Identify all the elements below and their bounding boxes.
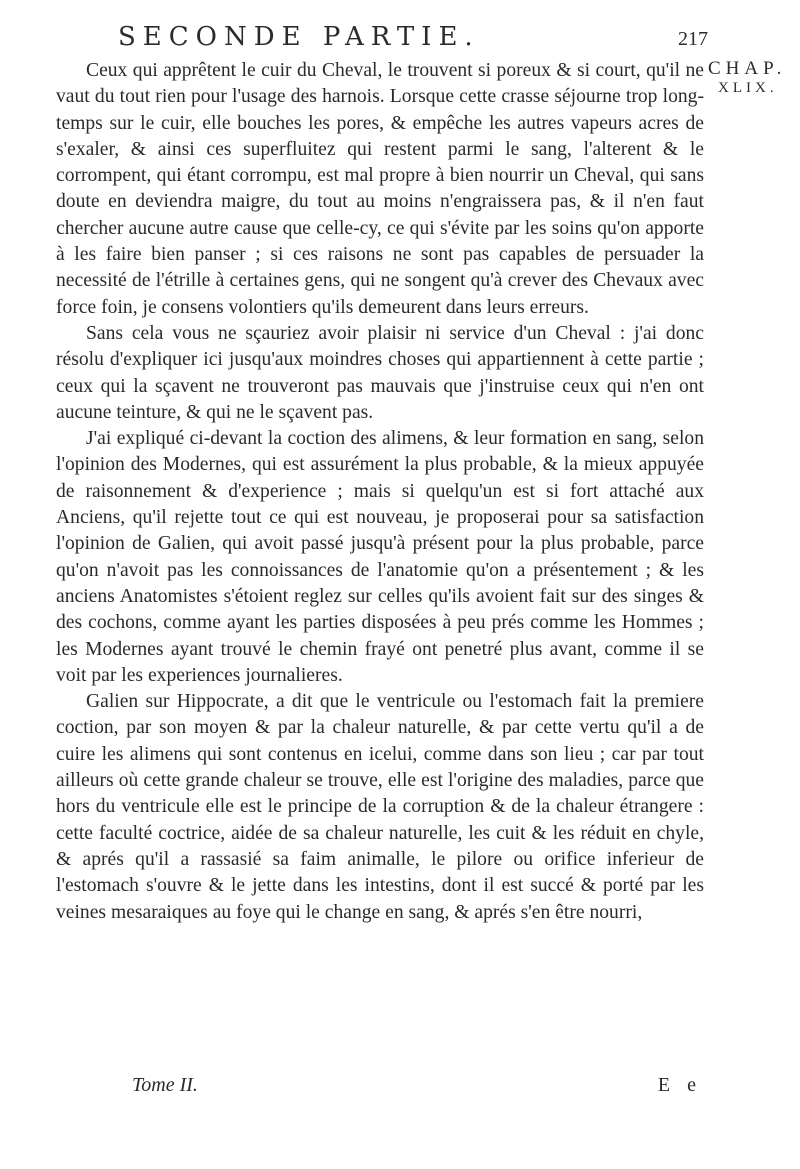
paragraph-2: Sans cela vous ne sçauriez avoir plaisir ni service d'un Cheval : j'ai donc résolu d'expliquer ici jusqu'aux moindres choses qui appartiennent à cette partie ; ceux qui la sçavent ne trouveront pas mauvais que j'instruise ceux qui n'en ont aucune teinture, & qui ne le sçavent pas. xyxy=(56,322,704,423)
chapter-margin-note xyxy=(708,58,794,97)
page-footer xyxy=(132,1074,704,1102)
body-text xyxy=(56,58,704,926)
running-title: SECONDE PARTIE. xyxy=(118,22,480,52)
tome-label: Tome II. xyxy=(132,1074,198,1096)
chapter-label: CHAP. xyxy=(708,58,787,79)
paragraph-4: Galien sur Hippocrate, a dit que le ventricule ou l'estomach fait la premiere coction, par son moyen & par la chaleur naturelle, & par cette vertu qu'il a de cuire les alimens qui sont contenus en icelui, comme dans son lieu ; car par tout ailleurs où cette grande chaleur se trouve, elle est l'origine des maladies, parce que hors du ventricule elle est le principe de la corruption & de la chaleur étrangere : cette faculté coctrice, aidée de sa chaleur naturelle, les cuit & les réduit en chyle, & aprés qu'il a rassasié sa faim animalle, le pilore ou orifice inferieur de l'estomach s'ouvre & le jette dans les intestins, dont il est succé & porté par les veines mesaraiques au foye qui le change en sang, & aprés s'en être nourri, xyxy=(56,691,704,923)
paragraph-1: Ceux qui apprêtent le cuir du Cheval, le trouvent si poreux & si court, qu'il ne vaut du tout rien pour l'usage des harnois. Lorsque cette crasse séjourne trop long-temps sur le cuir, elle bouches les pores, & empêche les autres vapeurs acres de s'exaler, & ainsi ces superfluitez qui restent parmi le sang, l'alterent & le corrompent, qui étant corrompu, est mal propre à bien nourrir un Cheval, qui sans doute en deviendra maigre, du tout au moins n'engraissera pas, & il n'en faut chercher aucune autre cause que celle-cy, ce qui s'évite par les soins qu'on apporte à les faire bien panser ; si ces raisons ne sont pas capables de persuader la necessité de l'étrille à certaines gens, qui ne songent qu'à crever des Chevaux avec force foin, je consens volontiers qu'ils demeurent dans leurs erreurs. xyxy=(56,60,704,318)
chapter-number: XLIX. xyxy=(718,80,778,96)
page-number: 217 xyxy=(678,28,708,50)
printer-signature: E e xyxy=(657,1074,702,1096)
paragraph-3: J'ai expliqué ci-devant la coction des alimens, & leur formation en sang, selon l'opinion des Modernes, qui est assurément la plus probable, & la mieux appuyée de raisonnement & d'experience ; mais si quelqu'un est si fort attaché aux Anciens, qu'il rejette tout ce qui est nouveau, je proposerai pour sa satisfaction l'opinion de Galien, qui avoit passé jusqu'à présent pour la plus probable, parce qu'on n'avoit pas les connoissances de l'anatomie qu'on a présentement ; & les anciens Anatomistes s'étoient reglez sur celles qu'ils avoient fait sur des singes & des cochons, comme ayant les parties disposées à peu prés comme les Hommes ; les Modernes ayant trouvé le chemin frayé ont penetré plus avant, comme il se voit par les experiences journalieres. xyxy=(56,428,704,686)
running-head xyxy=(118,22,708,58)
